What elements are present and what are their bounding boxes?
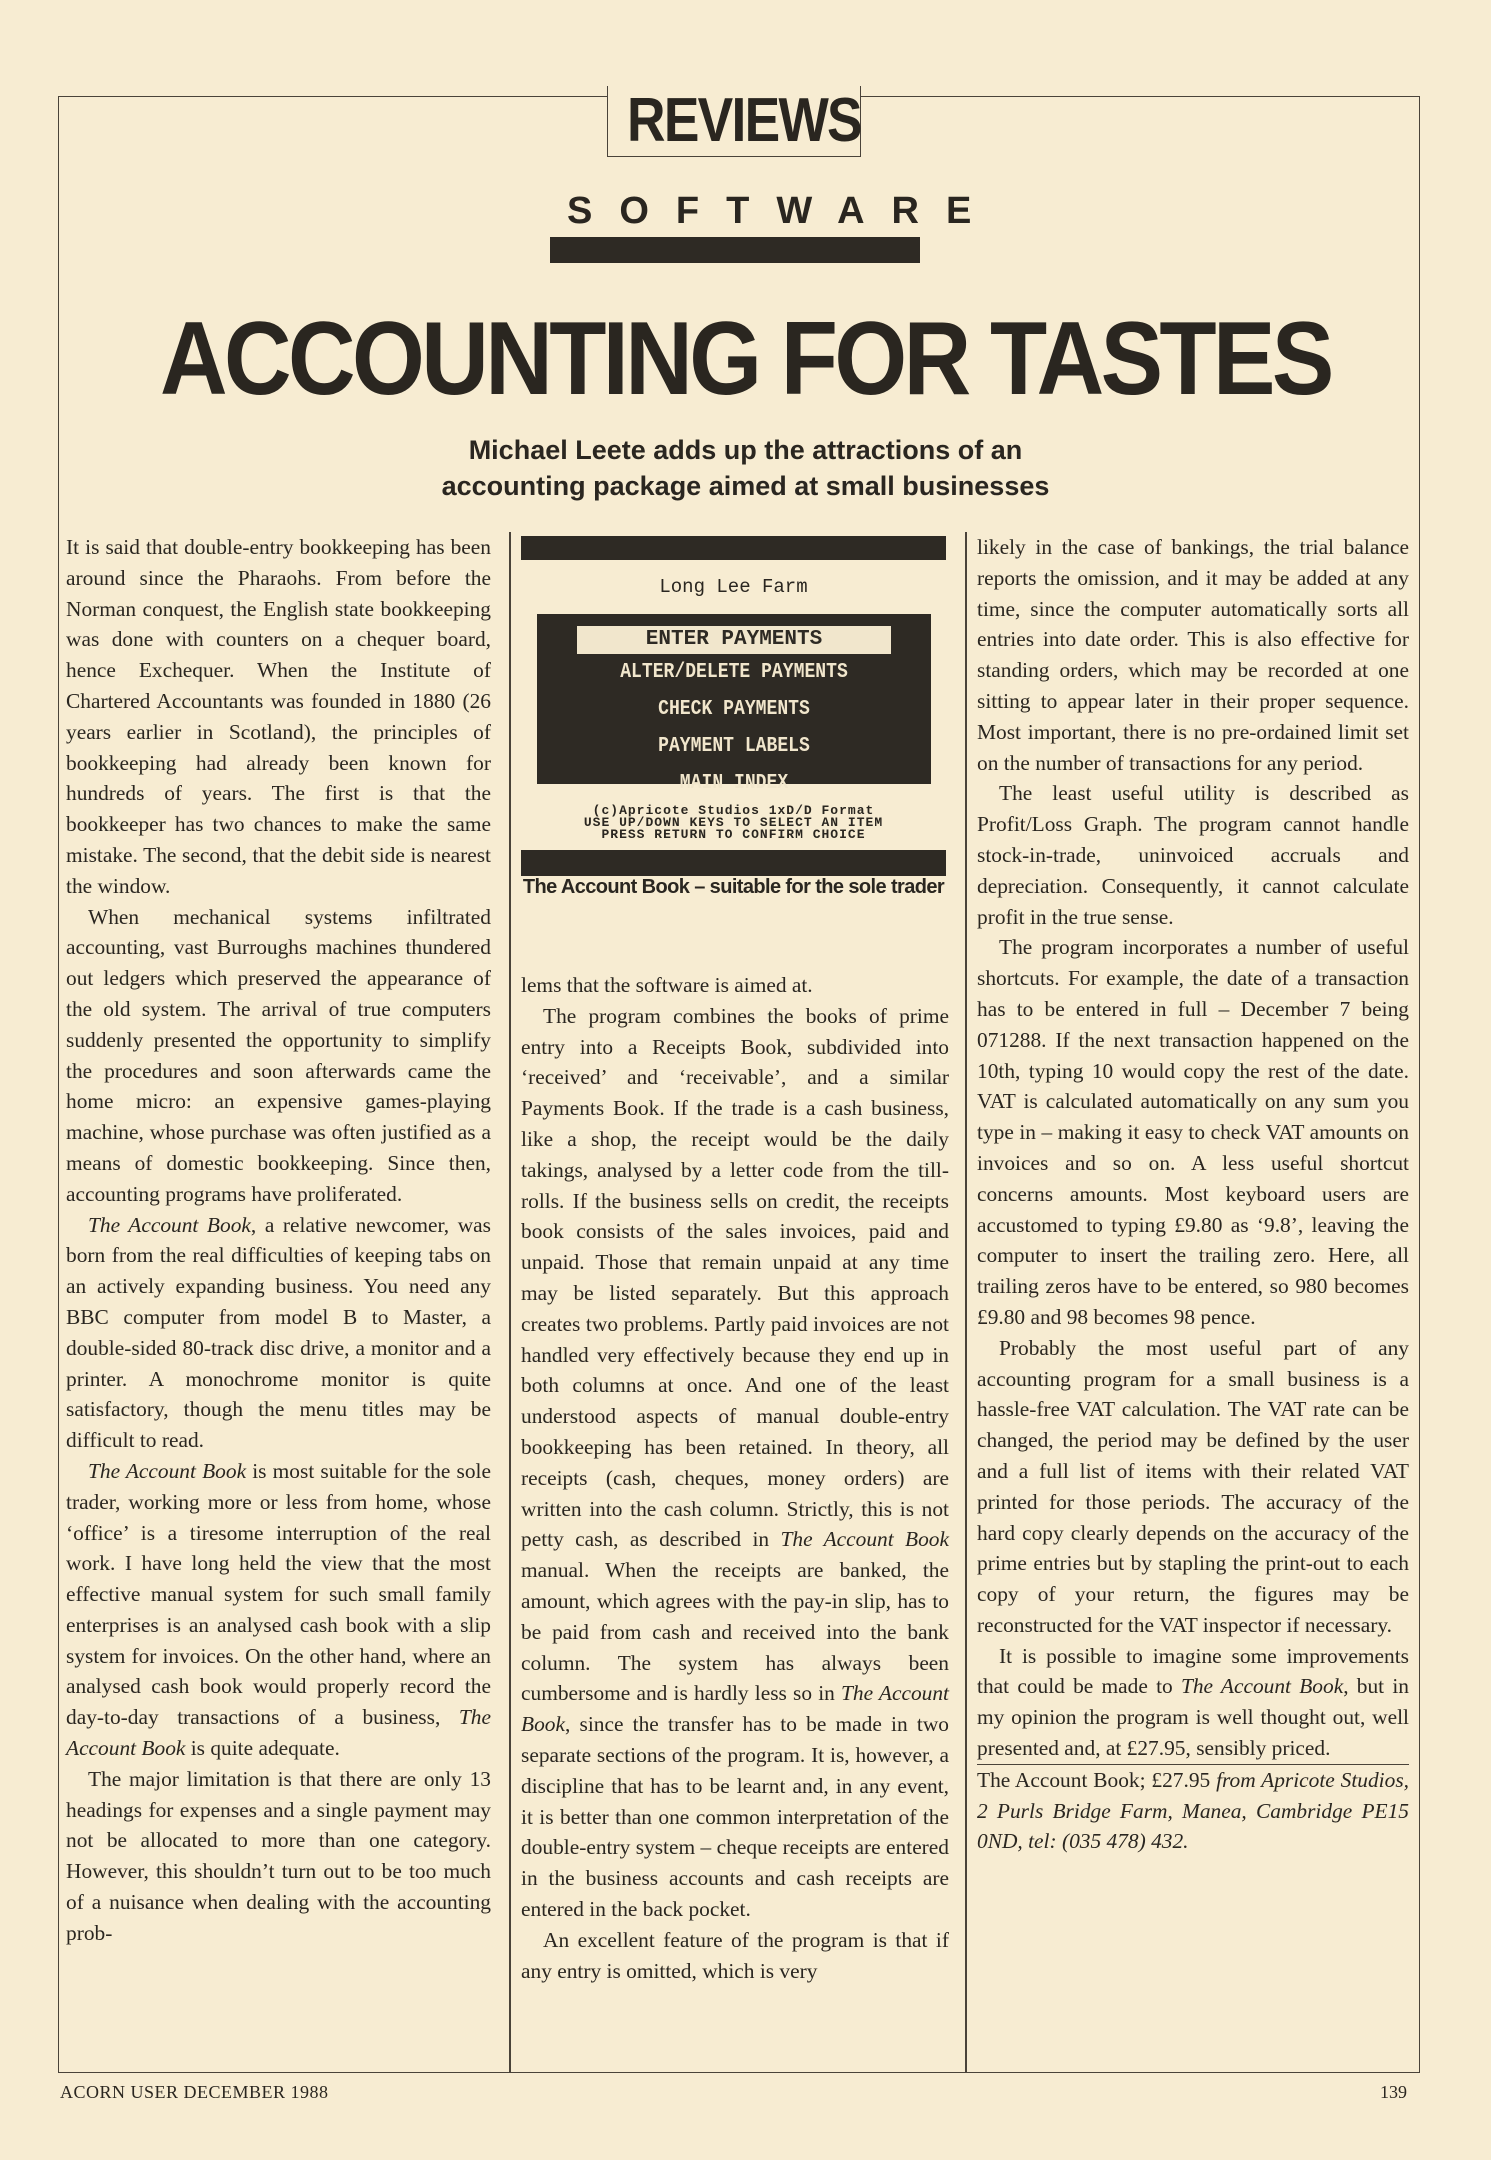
standfirst <box>300 432 1191 504</box>
paragraph: The Account Book is most suitable for the sole trader, working more or less from home, whose ‘office’ is a tiresome interruption of the real work. I have long held the view that the most effective manual system for such small family enterprises is an analysed cash book with a slip system for invoices. On the other hand, where an analysed cash book would properly record the day-to-day transactions of a business, The Account Book is quite adequate. <box>66 1458 491 1761</box>
column-1 <box>66 532 491 1949</box>
screen-fine-print: (c)Apricote Studios 1xD/D Format USE UP/DOWN KEYS TO SELECT AN ITEM PRESS RETURN TO CONFIRM CHOICE <box>583 803 884 842</box>
paragraph: When mechanical systems infiltrated accounting, vast Burroughs machines thundered out ledgers which preserved the appearance of the old system. The arrival of true computers suddenly presented the opportunity to simplify the procedures and soon afterwards came the home micro: an expensive games-playing machine, whose purchase was often justified as a means of domestic bookkeeping. Since then, accounting programs have proliferated. <box>66 904 491 1206</box>
page-number: 139 <box>1380 2082 1407 2102</box>
kicker-bar <box>550 237 920 263</box>
screen-top-bar <box>521 536 946 560</box>
menu-item-payment-labels: PAYMENT LABELS <box>658 735 810 758</box>
paragraph: It is said that double-entry bookkeeping has been around since the Pharaohs. From before the Norman conquest, the English state bookkeeping was done with counters on a chequer board, hence Exchequer. When the Institute of Chartered Accountants was founded in 1880 (26 years earlier in Scotland), the principles of bookkeeping had already been known for hundreds of years. The first is that the bookkeeper has two chances to make the same mistake. The second, that the debit side is nearest the window. <box>66 535 491 898</box>
column-rule-2 <box>965 532 967 2072</box>
standfirst-line-2: accounting package aimed at small businesses <box>441 471 1050 501</box>
screenshot-caption: The Account Book – suitable for the sole trader <box>522 876 945 898</box>
headline: ACCOUNTING FOR TASTES <box>160 301 1331 417</box>
software-screenshot <box>521 536 946 876</box>
paragraph: The least useful utility is described as Profit/Loss Graph. The program cannot handle stock-in-trade, uninvoiced accruals and depreciation. Consequently, it cannot calculate profit in the true sense. <box>977 781 1409 929</box>
paragraph: The Account Book, a relative newcomer, was born from the real difficulties of keeping tabs on an actively expanding business. You need any BBC computer from model B to Master, a double-sided 80-track disc drive, a monitor and a printer. A monochrome monitor is quite satisfactory, though the menu titles may be difficult to read. <box>66 1212 491 1453</box>
paragraph: It is possible to imagine some improvements that could be made to The Account Book, but in my opinion the program is well thought out, well presented and, at £27.95, sensibly priced. <box>977 1643 1409 1761</box>
product-info: The Account Book; £27.95 from Apricote Studios, 2 Purls Bridge Farm, Manea, Cambridge PE15 0ND, tel: (035 478) 432. <box>977 1764 1409 1857</box>
paragraph: The major limitation is that there are only 13 headings for expenses and a single payment may not be allocated to more than one category. However, this shouldn’t turn out to be too much of a nuisance when dealing with the accounting prob- <box>66 1766 491 1945</box>
screen-menu <box>537 614 931 795</box>
paragraph: Probably the most useful part of any accounting program for a small business is a hassle-free VAT calculation. The VAT rate can be changed, the period may be defined by the user and a full list of items with their related VAT printed for those periods. The accuracy of the hard copy clearly depends on the accuracy of the prime entries but by stapling the print-out to each copy of your return, the figures may be reconstructed for the VAT inspector if necessary. <box>977 1335 1409 1637</box>
column-3 <box>977 532 1409 1857</box>
menu-item-main-index: MAIN INDEX <box>679 772 789 795</box>
menu-item-enter-payments: ENTER PAYMENTS <box>577 626 891 654</box>
menu-item-check-payments: CHECK PAYMENTS <box>658 698 810 721</box>
standfirst-line-1: Michael Leete adds up the attractions of an <box>468 435 1023 465</box>
column-rule-1 <box>509 532 511 2072</box>
column-2 <box>521 970 949 1986</box>
screen-farm-name: Long Lee Farm <box>659 576 808 598</box>
screen-bottom-bar <box>521 850 946 876</box>
paragraph: lems that the software is aimed at. <box>521 973 813 997</box>
paragraph: An excellent feature of the program is that if any entry is omitted, which is very <box>521 1927 949 1983</box>
section-label: REVIEWS <box>607 86 861 157</box>
footer-publication: ACORN USER DECEMBER 1988 <box>60 2082 329 2102</box>
menu-item-alter-delete-payments: ALTER/DELETE PAYMENTS <box>620 661 848 684</box>
paragraph: The program incorporates a number of useful shortcuts. For example, the date of a transaction has to be entered in full – December 7 being 071288. If the next transaction happened on the 10th, typing 10 would copy the rest of the date. VAT is calculated automatically on any sum you type in – making it easy to check VAT amounts on invoices and so on. A less useful shortcut concerns amounts. Most keyboard users are accustomed to typing £9.80 as ‘9.8’, leaving the computer to insert the trailing zero. Here, all trailing zeros have to be entered, so 980 becomes £9.80 and 98 becomes 98 pence. <box>977 935 1409 1329</box>
kicker: SOFTWARE <box>567 190 999 232</box>
paragraph: likely in the case of bankings, the trial balance reports the omission, and it may be added at any time, since the computer automatically sorts all entries into date order. This is also effective for standing orders, which may be recorded at one sitting to appear later in their proper sequence. Most important, there is no pre-ordained limit set on the number of transactions for any period. <box>977 535 1409 775</box>
paragraph: The program combines the books of prime entry into a Receipts Book, subdivided into ‘received’ and ‘receivable’, and a similar Payments Book. If the trade is a cash business, like a shop, the receipt would be the daily takings, analysed by a letter code from the till-rolls. If the business sells on credit, the receipts book consists of the sales invoices, paid and unpaid. Those that remain unpaid at any time may be listed separately. But this approach creates two problems. Partly paid invoices are not handled very effectively because they end up in both columns at once. And one of the least understood aspects of manual double-entry bookkeeping has been retained. In theory, all receipts (cash, cheques, money orders) are written into the cash column. Strictly, this is not petty cash, as described in The Account Book manual. When the receipts are banked, the amount, which agrees with the pay-in slip, has to be paid from cash and received into the bank column. The system has always been cumbersome and is hardly less so in The Account Book, since the transfer has to be made in two separate sections of the program. It is, however, a discipline that has to be learnt and, in any event, it is better than one common interpretation of the double-entry system – cheque receipts are entered in the business accounts and cash receipts are entered in the back pocket. <box>521 1003 949 1921</box>
